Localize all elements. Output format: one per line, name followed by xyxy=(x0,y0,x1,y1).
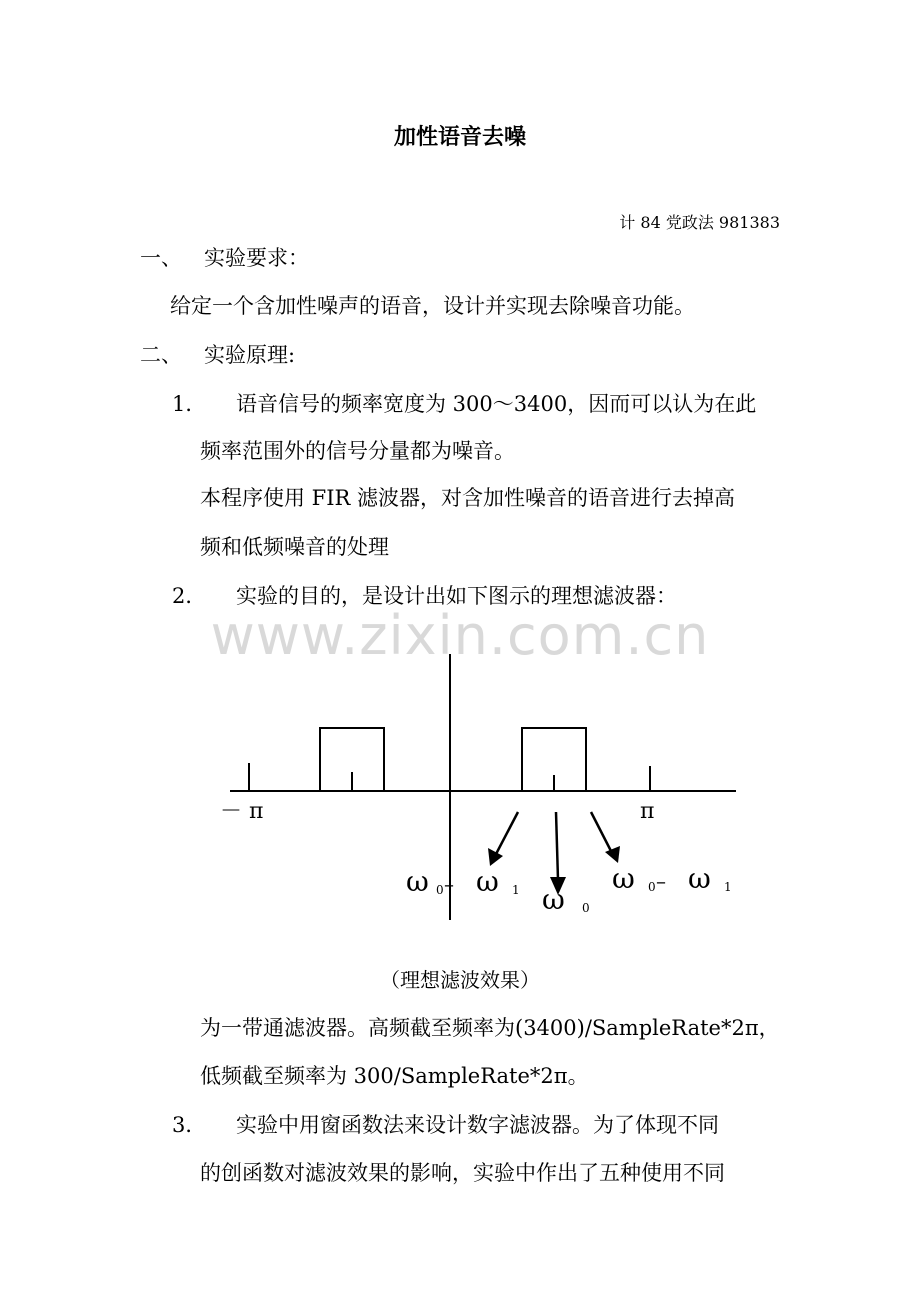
arrow-left-edge-head xyxy=(488,848,503,866)
label-neg-pi: － π xyxy=(220,799,264,824)
item-1-line-3: 本程序使用 FIR 滤波器，对含加性噪音的语音进行去掉高 xyxy=(200,486,736,510)
subscript-center: 0 xyxy=(582,901,590,915)
watermark: www.zixin.com.cn xyxy=(210,604,710,667)
diagram-caption: （理想滤波效果） xyxy=(380,968,540,992)
section-1-number: 一、 xyxy=(140,246,182,270)
section-2-heading: 实验原理: xyxy=(204,343,296,367)
arrow-left-edge xyxy=(495,812,518,856)
item-3-number: 3． xyxy=(172,1113,207,1137)
bandpass-line-2: 低频截至频率为 300/SampleRate*2π。 xyxy=(200,1064,589,1088)
dash-right: – xyxy=(656,869,666,893)
item-1-line-1: 语音信号的频率宽度为 300～3400，因而可以认为在此 xyxy=(236,392,757,416)
omega-label-left-b: ω xyxy=(476,865,499,898)
item-2-line-1: 实验的目的，是设计出如下图示的理想滤波器： xyxy=(236,584,677,608)
subscript-right-a: 0 xyxy=(648,880,656,894)
arrow-right-edge xyxy=(591,812,612,853)
omega-label-right-a: ω xyxy=(612,862,635,895)
subscript-left-b: 1 xyxy=(512,883,520,897)
section-1-heading: 实验要求： xyxy=(204,246,309,270)
omega-label-left-a: ω xyxy=(406,865,429,898)
dash-left: – xyxy=(444,872,454,896)
arrow-right-edge-head xyxy=(605,846,620,863)
label-pi: π xyxy=(640,799,655,824)
item-3-line-2: 的创函数对滤波效果的影响，实验中作出了五种使用不同 xyxy=(200,1161,725,1185)
item-1-line-4: 频和低频噪音的处理 xyxy=(200,535,389,559)
section-2-number: 二、 xyxy=(140,343,182,367)
item-3-line-1: 实验中用窗函数法来设计数字滤波器。为了体现不同 xyxy=(236,1113,719,1137)
requirement-text: 给定一个含加性噪声的语音，设计并实现去除噪音功能。 xyxy=(170,294,695,318)
item-2-number: 2． xyxy=(172,584,207,608)
arrow-center xyxy=(556,812,558,880)
omega-label-center: ω xyxy=(542,883,565,916)
bandpass-line-1: 为一带通滤波器。高频截至频率为(3400)/SampleRate*2π， xyxy=(200,1016,780,1040)
subscript-right-b: 1 xyxy=(724,880,732,894)
item-1-line-2: 频率范围外的信号分量都为噪音。 xyxy=(200,439,515,463)
document-title: 加性语音去噪 xyxy=(393,124,526,150)
item-1-number: 1． xyxy=(172,392,207,416)
subscript-left-a: 0 xyxy=(436,883,444,897)
omega-label-right-b: ω xyxy=(688,862,711,895)
ideal-filter-diagram xyxy=(200,648,750,928)
author-line: 计 84 党政法 981383 xyxy=(619,213,780,232)
